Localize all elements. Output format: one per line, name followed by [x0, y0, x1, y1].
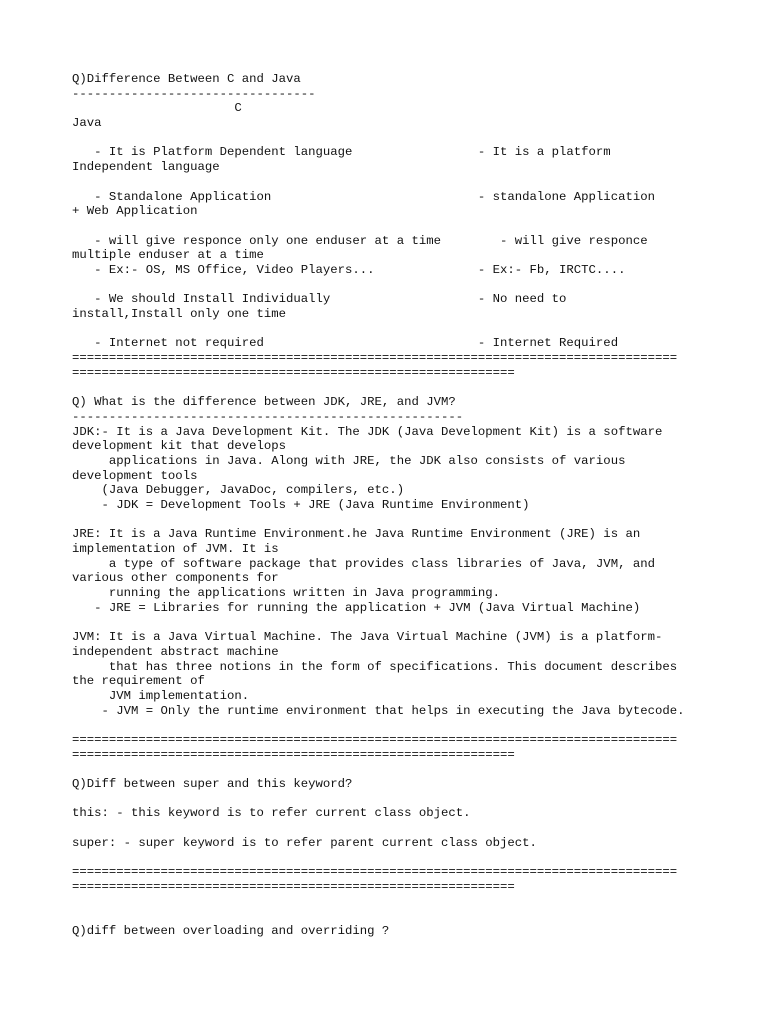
- document-line: ============================================================: [72, 747, 515, 762]
- document-line: [72, 850, 702, 865]
- document-line: - JVM = Only the runtime environment that helps in executing the Java bytecode.: [72, 703, 685, 718]
- document-line: [72, 821, 702, 836]
- document-line: - JRE = Libraries for running the application + JVM (Java Virtual Machine): [72, 600, 641, 615]
- document-line: ============================================================: [72, 365, 515, 380]
- document-line: various other components for: [72, 571, 279, 586]
- document-line: - JDK = Development Tools + JRE (Java Runtime Environment): [72, 497, 530, 512]
- document-line: applications in Java. Along with JRE, the JDK also consists of various: [72, 453, 626, 468]
- document-line: [72, 615, 702, 630]
- document-line: [72, 131, 702, 146]
- document-line: (Java Debugger, JavaDoc, compilers, etc.): [72, 483, 405, 498]
- document-line: [72, 909, 702, 924]
- document-line: JVM implementation.: [72, 688, 250, 703]
- document-line: JDK:- It is a Java Development Kit. The JDK (Java Development Kit) is a software: [72, 424, 663, 439]
- document-line: ==================================================================================: [72, 732, 678, 747]
- document-line: [72, 718, 702, 733]
- document-line: + Web Application: [72, 204, 198, 219]
- document-line: install,Install only one time: [72, 307, 287, 321]
- document-line: - will give responce only one enduser at a time - will give responce: [72, 233, 648, 248]
- document-line: - It is Platform Dependent language - It is a platform: [72, 145, 611, 160]
- document-line: ============================================================: [72, 879, 515, 894]
- document-line: running the applications written in Java programming.: [72, 586, 501, 601]
- document-line: ==================================================================================: [72, 865, 678, 880]
- document-line: [72, 513, 702, 528]
- document-line: ---------------------------------: [72, 86, 316, 101]
- document-line: multiple enduser at a time: [72, 248, 264, 263]
- document-line: development kit that develops: [72, 439, 287, 454]
- document-line: - Internet not required - Internet Required: [72, 336, 619, 351]
- document-line: Q)Difference Between C and Java: [72, 72, 301, 86]
- document-line: Q)diff between overloading and overriding ?: [72, 923, 390, 938]
- document-line: [72, 322, 702, 337]
- document-line: implementation of JVM. It is: [72, 542, 279, 556]
- document-line: a type of software package that provides class libraries of Java, JVM, and: [72, 556, 655, 571]
- document-line: the requirement of: [72, 674, 205, 689]
- document-line: C: [72, 101, 242, 116]
- document-line: this: - this keyword is to refer current class object.: [72, 806, 471, 821]
- document-line: [72, 175, 702, 190]
- document-line: - Ex:- OS, MS Office, Video Players... - Ex:- Fb, IRCTC....: [72, 262, 626, 277]
- document-line: Q)Diff between super and this keyword?: [72, 777, 353, 791]
- document-line: Independent language: [72, 160, 220, 175]
- document-line: - We should Install Individually - No need to: [72, 292, 567, 307]
- document-line: -----------------------------------------------------: [72, 409, 464, 424]
- document-line: ==================================================================================: [72, 351, 678, 366]
- document-line: JVM: It is a Java Virtual Machine. The Java Virtual Machine (JVM) is a platform-: [72, 630, 663, 645]
- document-line: Java: [72, 116, 102, 131]
- document-line: [72, 380, 702, 395]
- document-line: - Standalone Application - standalone Application: [72, 189, 655, 204]
- document-line: Q) What is the difference between JDK, JRE, and JVM?: [72, 395, 456, 410]
- document-line: [72, 792, 702, 807]
- document-line: development tools: [72, 468, 198, 483]
- document-line: [72, 895, 702, 910]
- document-line: independent abstract machine: [72, 644, 279, 659]
- document-line: [72, 762, 702, 777]
- document-line: super: - super keyword is to refer parent current class object.: [72, 835, 537, 850]
- document-page: [72, 72, 702, 939]
- document-line: [72, 278, 702, 293]
- document-line: that has three notions in the form of specifications. This document describes: [72, 659, 678, 674]
- document-line: [72, 219, 702, 234]
- document-line: JRE: It is a Java Runtime Environment.he Java Runtime Environment (JRE) is an: [72, 527, 641, 542]
